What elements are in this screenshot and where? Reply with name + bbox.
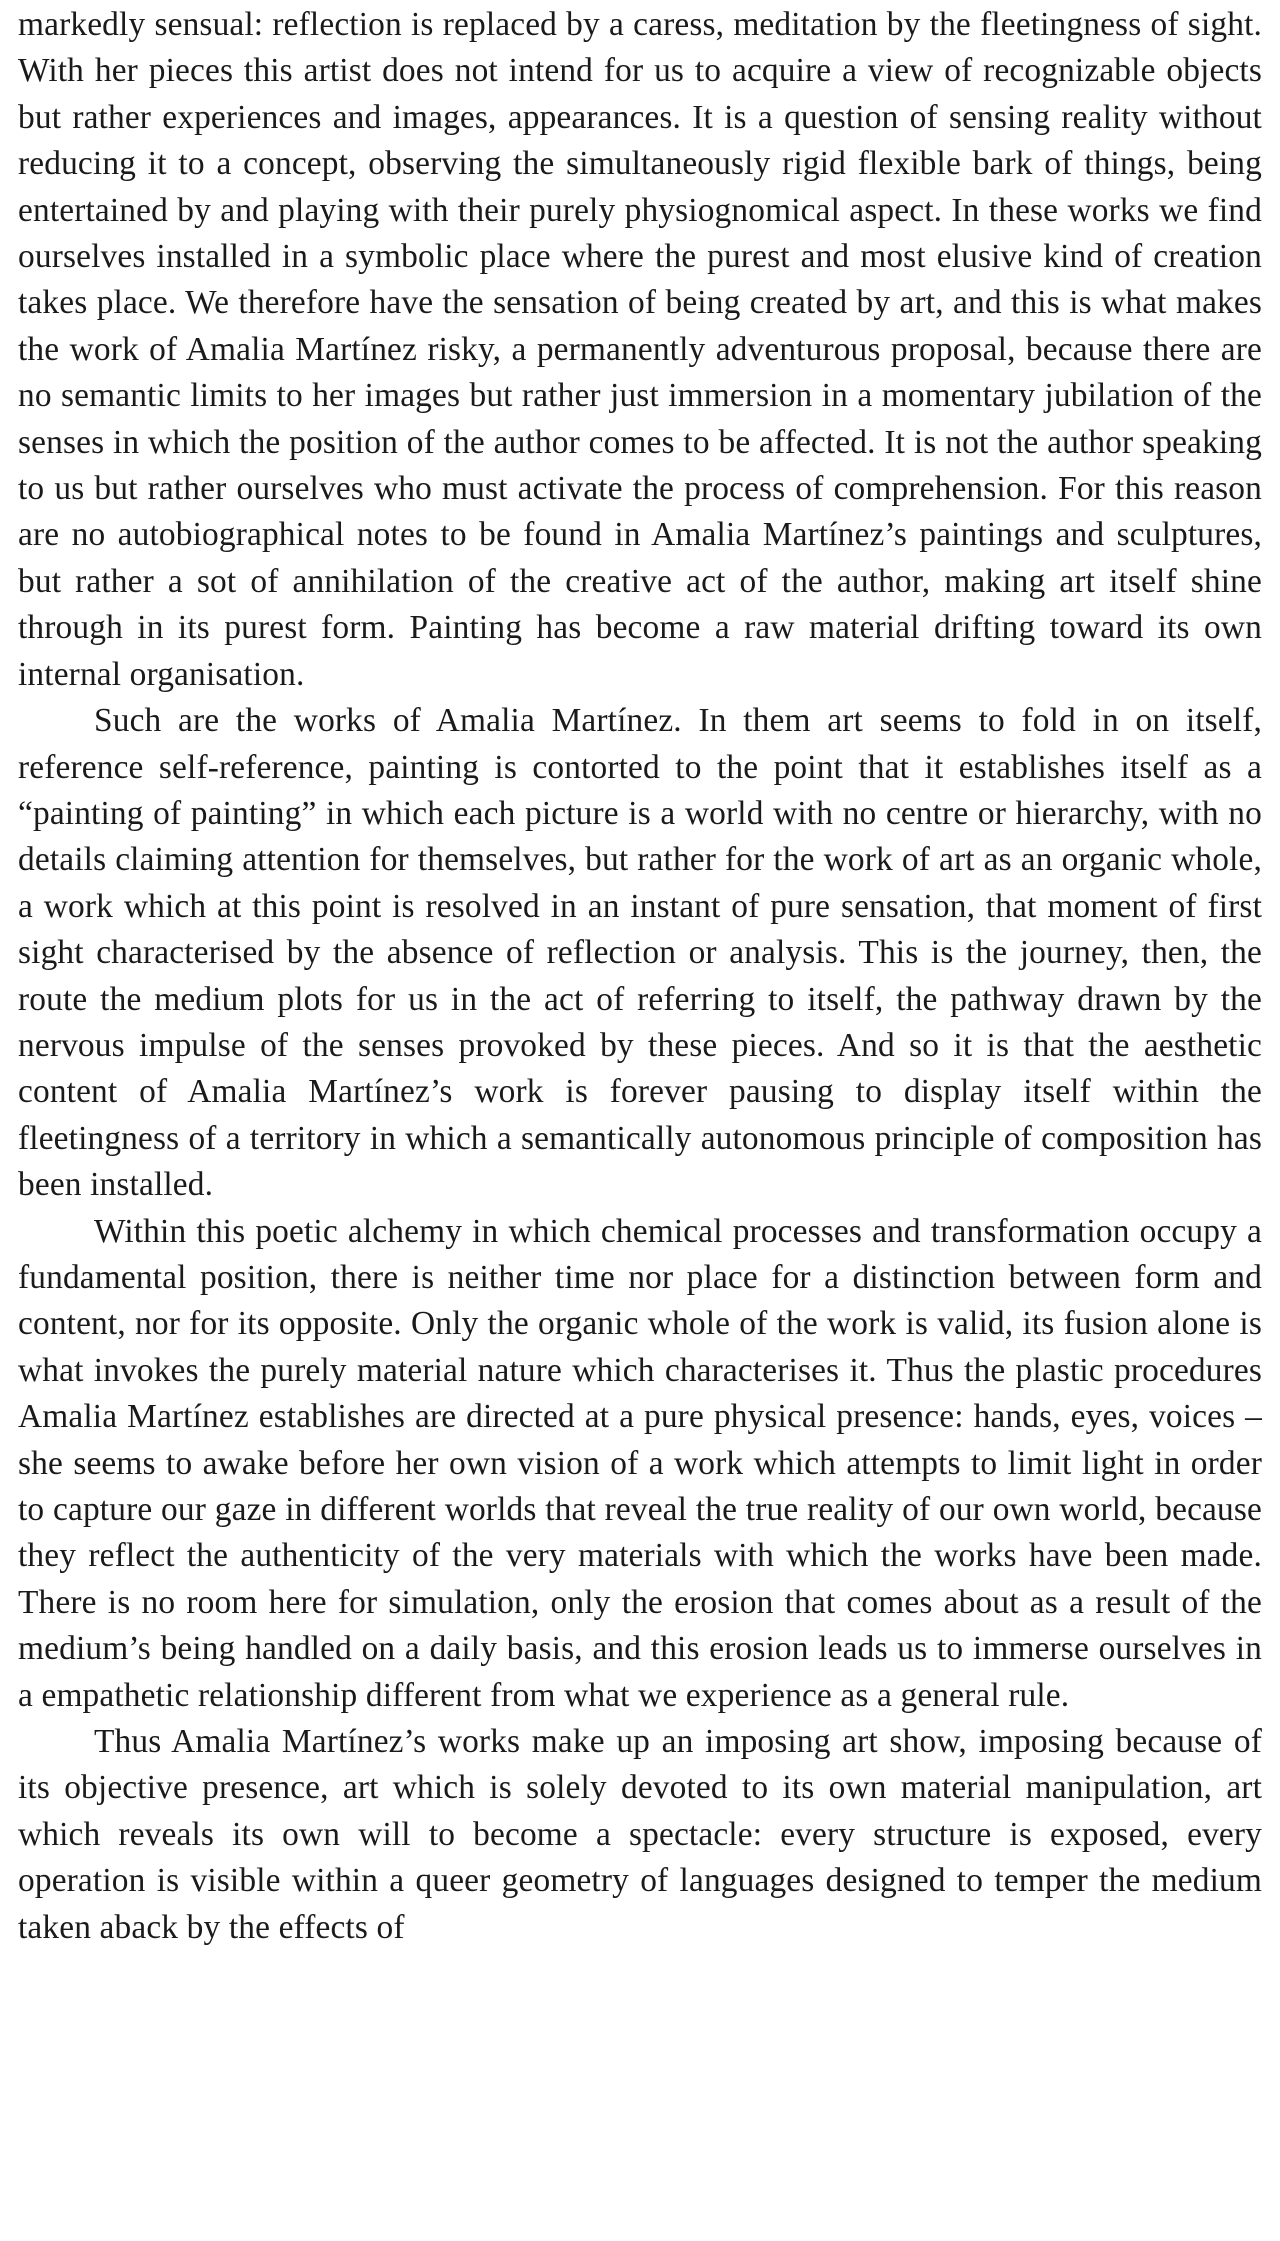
paragraph-3: Within this poetic alchemy in which chemical processes and transformation occupy a fundamental position, there is neither time nor place for a distinction between form and content, nor for its opposite. Only the organic whole of the work is valid, its fusion alone is what invokes the purely material nature which characterises it. Thus the plastic procedures Amalia Martínez establishes are directed at a pure physical presence: hands, eyes, voices –she seems to awake before her own vision of a work which attempts to limit light in order to capture our gaze in different worlds that reveal the true reality of our own world, because they reflect the authenticity of the very materials with which the works have been made. There is no room here for simulation, only the erosion that comes about as a result of the medium’s being handled on a daily basis, and this erosion leads us to immerse ourselves in a empathetic relationship different from what we experience as a general rule. xyxy=(18,1212,1262,1714)
paragraph-2: Such are the works of Amalia Martínez. In them art seems to fold in on itself, reference self-reference, painting is contorted to the point that it establishes itself as a “painting of painting” in which each picture is a world with no centre or hierarchy, with no details claiming attention for themselves, but rather for the work of art as an organic whole, a work which at this point is resolved in an instant of pure sensation, that moment of first sight characterised by the absence of reflection or analysis. This is the journey, then, the route the medium plots for us in the act of referring to itself, the pathway drawn by the nervous impulse of the senses provoked by these pieces. And so it is that the aesthetic content of Amalia Martínez’s work is forever pausing to display itself within the fleetingness of a territory in which a semantically autonomous principle of composition has been installed. xyxy=(18,702,1262,1204)
paragraph-1: markedly sensual: reflection is replaced by a caress, meditation by the fleetingness of sight. With her pieces this artist does not intend for us to acquire a view of recognizable objects but rather experiences and images, appearances. It is a question of sensing reality without reducing it to a concept, observing the simultaneously rigid flexible bark of things, being entertained by and playing with their purely physiognomical aspect. In these works we find ourselves installed in a symbolic place where the purest and most elusive kind of creation takes place. We therefore have the sensation of being created by art, and this is what makes the work of Amalia Martínez risky, a permanently adventurous proposal, because there are no semantic limits to her images but rather just immersion in a momentary jubilation of the senses in which the position of the author comes to be affected. It is not the author speaking to us but rather ourselves who must activate the process of comprehension. For this reason are no autobiographical notes to be found in Amalia Martínez’s paintings and sculptures, but rather a sot of annihilation of the creative act of the author, making art itself shine through in its purest form. Painting has become a raw material drifting toward its own internal organisation. xyxy=(18,6,1262,693)
document-page xyxy=(18,2,1262,1951)
paragraph-4: Thus Amalia Martínez’s works make up an imposing art show, imposing because of its objective presence, art which is solely devoted to its own material manipulation, art which reveals its own will to become a spectacle: every structure is exposed, every operation is visible within a queer geometry of languages designed to temper the medium taken aback by the effects of xyxy=(18,1723,1262,1946)
